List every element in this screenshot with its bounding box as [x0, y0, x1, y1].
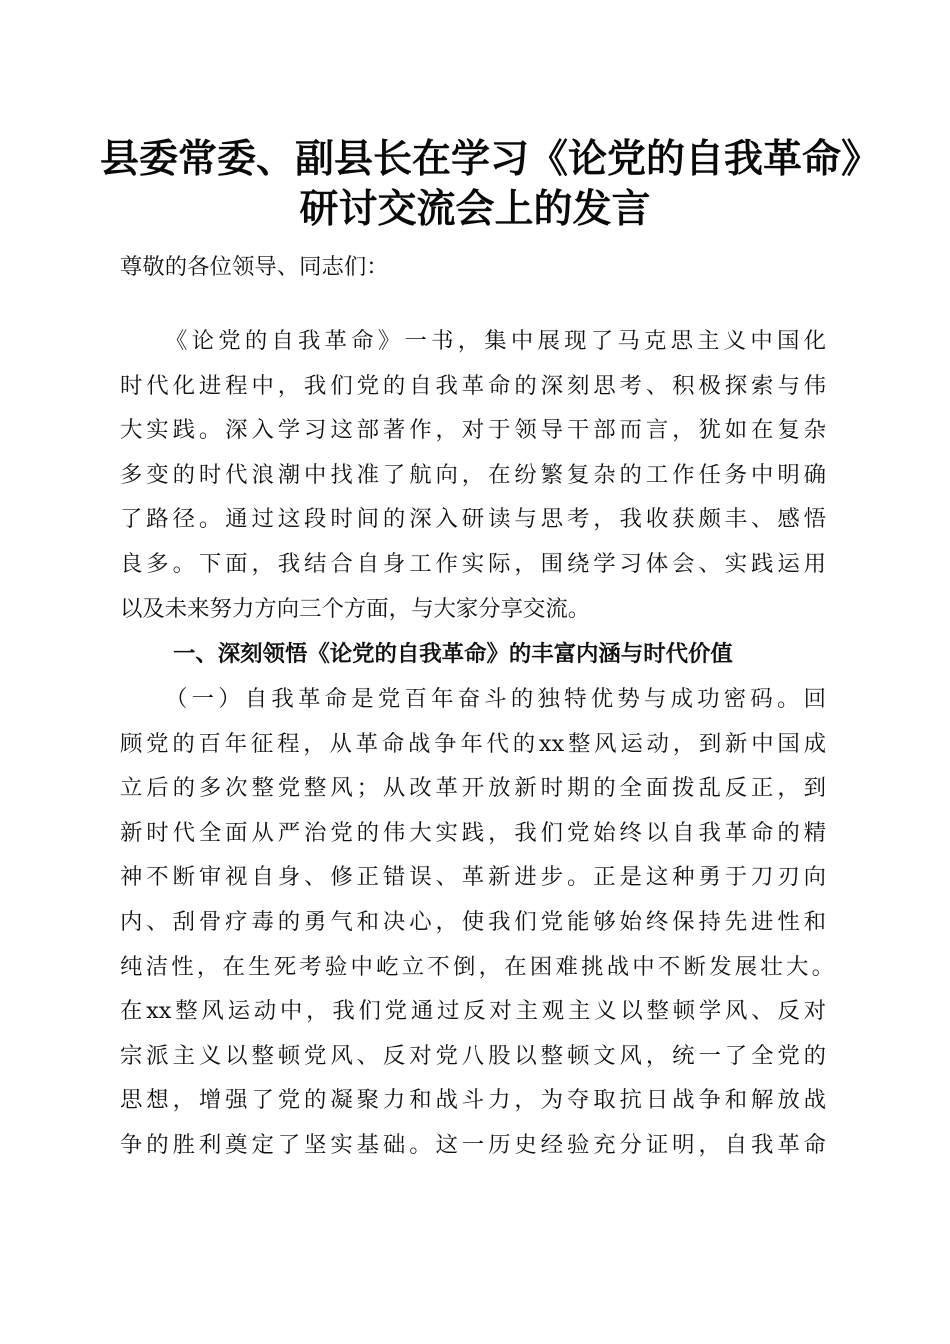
paragraph-2-line: （一）自我革命是党百年奋斗的独特优势与成功密码。回: [165, 686, 826, 712]
paragraph-1-line: 大实践。深入学习这部著作，对于领导干部而言，犹如在复杂: [120, 417, 826, 443]
paragraph-2-line: 纯洁性，在生死考验中屹立不倒，在困难挑战中不断发展壮大。: [120, 954, 834, 980]
paragraph-1-line: 以及未来努力方向三个方面，与大家分享交流。: [120, 596, 591, 622]
paragraph-2-line: 内、刮骨疗毒的勇气和决心，使我们党能够始终保持先进性和: [120, 909, 826, 935]
paragraph-2-line: 神不断审视自身、修正错误、革新进步。正是这种勇于刀刃向: [120, 864, 826, 890]
document-title-line-1: 县委常委、副县长在学习《论党的自我革命》: [100, 136, 881, 182]
paragraph-1-line: 时代化进程中，我们党的自我革命的深刻思考、积极探索与伟: [120, 373, 826, 399]
paragraph-1-line: 《论党的自我革命》一书，集中展现了马克思主义中国化: [165, 328, 826, 354]
document-title-line-2: 研讨交流会上的发言: [299, 186, 651, 232]
paragraph-2-line: 争的胜利奠定了坚实基础。这一历史经验充分证明，自我革命: [120, 1132, 826, 1158]
paragraph-2-line: 新时代全面从严治党的伟大实践，我们党始终以自我革命的精: [120, 820, 826, 846]
salutation: 尊敬的各位领导、同志们：: [120, 254, 389, 280]
paragraph-2-line: 在xx整风运动中，我们党通过反对主观主义以整顿学风、反对: [120, 998, 826, 1024]
paragraph-2-line: 顾党的百年征程，从革命战争年代的xx整风运动，到新中国成: [120, 731, 826, 757]
paragraph-1-line: 多变的时代浪潮中找准了航向，在纷繁复杂的工作任务中明确: [120, 462, 826, 488]
paragraph-1-line: 良多。下面，我结合自身工作实际，围绕学习体会、实践运用: [120, 551, 826, 577]
section-heading-1: 一、深刻领悟《论党的自我革命》的丰富内涵与时代价值: [173, 641, 733, 667]
paragraph-2-line: 宗派主义以整顿党风、反对党八股以整顿文风，统一了全党的: [120, 1043, 826, 1069]
paragraph-1-line: 了路径。通过这段时间的深入研读与思考，我收获颇丰、感悟: [120, 506, 826, 532]
paragraph-2-line: 思想，增强了党的凝聚力和战斗力，为夺取抗日战争和解放战: [120, 1087, 826, 1113]
paragraph-2-line: 立后的多次整党整风；从改革开放新时期的全面拨乱反正，到: [120, 775, 826, 801]
